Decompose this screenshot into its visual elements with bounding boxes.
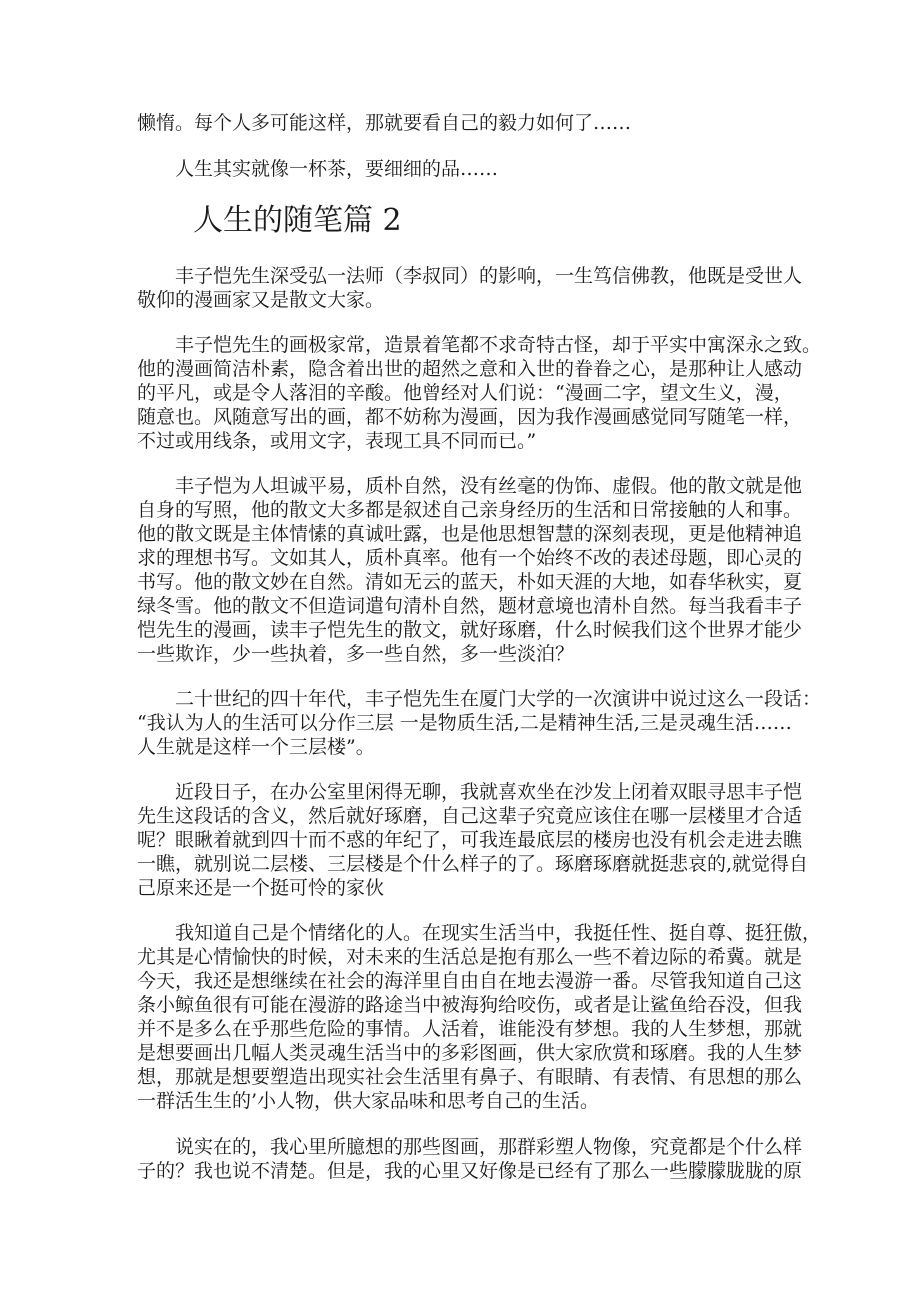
text-line: 说实在的，我心里所臆想的那些图画，那群彩塑人物像，究竟都是个什么样 [137, 1136, 803, 1158]
paragraph [137, 333, 822, 453]
text-line: 今天，我还是想继续在社会的海洋里自由自在地去漫游一番。尽管我知道自己这 [137, 970, 803, 992]
section-heading: 人生的随笔篇 2 [193, 203, 402, 238]
text-line: 人生就是这样一个三层楼”。 [137, 736, 375, 758]
text-line: 他的散文既是主体情愫的真诚吐露，也是他思想智慧的深刻表现，更是他精神追 [137, 523, 803, 545]
text-line: 尤其是心情愉快的时候，对未来的生活总是抱有那么一些不着边际的希冀。就是 [137, 946, 803, 968]
text-line: 丰子恺先生的画极家常，造景着笔都不求奇特古怪，却于平实中寓深永之致。 [137, 334, 822, 356]
text-line: 丰子恺先生深受弘一法师（李叔同）的影响，一生笃信佛教，他既是受世人 [137, 265, 803, 287]
text-line: 的平凡，或是令人落泪的辛酸。他曾经对人们说：“漫画二字，望文生义，漫， [137, 382, 793, 404]
text-line: 并不是多么在乎那些危险的事情。人活着，谁能没有梦想。我的人生梦想，那就 [137, 1018, 803, 1040]
paragraph [137, 1135, 803, 1183]
text-line: 二十世纪的四十年代，丰子恺先生在厦门大学的一次演讲中说过这么一段话： [137, 688, 822, 710]
text-line: 呢？眼瞅着就到四十而不惑的年纪了，可我连最底层的楼房也没有机会走进去瞧 [137, 829, 803, 851]
text-line: 书写。他的散文妙在自然。清如无云的蓝天，朴如天涯的大地，如春华秋实，夏 [137, 571, 803, 593]
text-line: 先生这段话的含义，然后就好琢磨，自己这辈子究竟应该住在哪一层楼里才合适 [137, 805, 803, 827]
text-line: 绿冬雪。他的散文不但造词遣句清朴自然，题材意境也清朴自然。每当我看丰子 [137, 595, 803, 617]
text-line: 子的？我也说不清楚。但是，我的心里又好像是已经有了那么一些朦朦胧胧的原 [137, 1160, 803, 1182]
text-line: 懒惰。每个人多可能这样，那就要看自己的毅力如何了…… [137, 112, 632, 134]
paragraph [137, 780, 809, 900]
paragraph [137, 111, 797, 135]
text-line: “我认为人的生活可以分作三层 一是物质生活,二是精神生活,三是灵魂生活…… [137, 712, 792, 734]
text-line: 一瞧，就别说二层楼、三层楼是个什么样子的了。琢磨琢磨就挺悲哀的,就觉得自 [137, 853, 809, 875]
text-line: 求的理想书写。文如其人，质朴真率。他有一个始终不改的表述母题，即心灵的 [137, 547, 803, 569]
text-line: 己原来还是一个挺可怜的家伙 [137, 877, 385, 899]
text-line: 随意也。风随意写出的画，都不妨称为漫画，因为我作漫画感觉同写随笔一样， [137, 406, 803, 428]
text-line: 恺先生的漫画，读丰子恺先生的散文，就好琢磨，什么时候我们这个世界才能少 [137, 619, 803, 641]
text-line: 不过或用线条，或用文字，表现工具不同而已。” [137, 430, 537, 452]
text-line: 近段日子，在办公室里闲得无聊，我就喜欢坐在沙发上闭着双眼寻思丰子恺 [137, 781, 803, 803]
paragraph [137, 264, 803, 312]
text-line: 一些欺诈，少一些执着，多一些自然，多一些淡泊？ [137, 643, 575, 665]
text-line: 一群活生生的’小人物，供大家品味和思考自己的生活。 [137, 1090, 600, 1112]
text-line: 自身的写照，他的散文大多都是叙述自己亲身经历的生活和日常接触的人和事。 [137, 499, 803, 521]
text-line: 丰子恺为人坦诚平易，质朴自然，没有丝毫的伪饰、虚假。他的散文就是他 [137, 475, 803, 497]
paragraph [137, 921, 822, 1113]
text-line: 我知道自己是个情绪化的人。在现实生活当中，我挺任性、挺自尊、挺狂傲， [137, 922, 822, 944]
text-line: 敬仰的漫画家又是散文大家。 [137, 289, 385, 311]
paragraph [137, 157, 797, 181]
paragraph [137, 474, 803, 666]
paragraph [137, 687, 822, 759]
text-line: 条小鲸鱼很有可能在漫游的路途当中被海狗给咬伤，或者是让鲨鱼给吞没，但我 [137, 994, 803, 1016]
text-line: 想，那就是想要塑造出现实社会生活里有鼻子、有眼睛、有表情、有思想的那么 [137, 1066, 803, 1088]
text-line: 人生其实就像一杯茶，要细细的品…… [137, 158, 499, 180]
text-line: 他的漫画简洁朴素，隐含着出世的超然之意和入世的眷眷之心，是那种让人感动 [137, 358, 803, 380]
text-line: 是想要画出几幅人类灵魂生活当中的多彩图画，供大家欣赏和琢磨。我的人生梦 [137, 1042, 803, 1064]
